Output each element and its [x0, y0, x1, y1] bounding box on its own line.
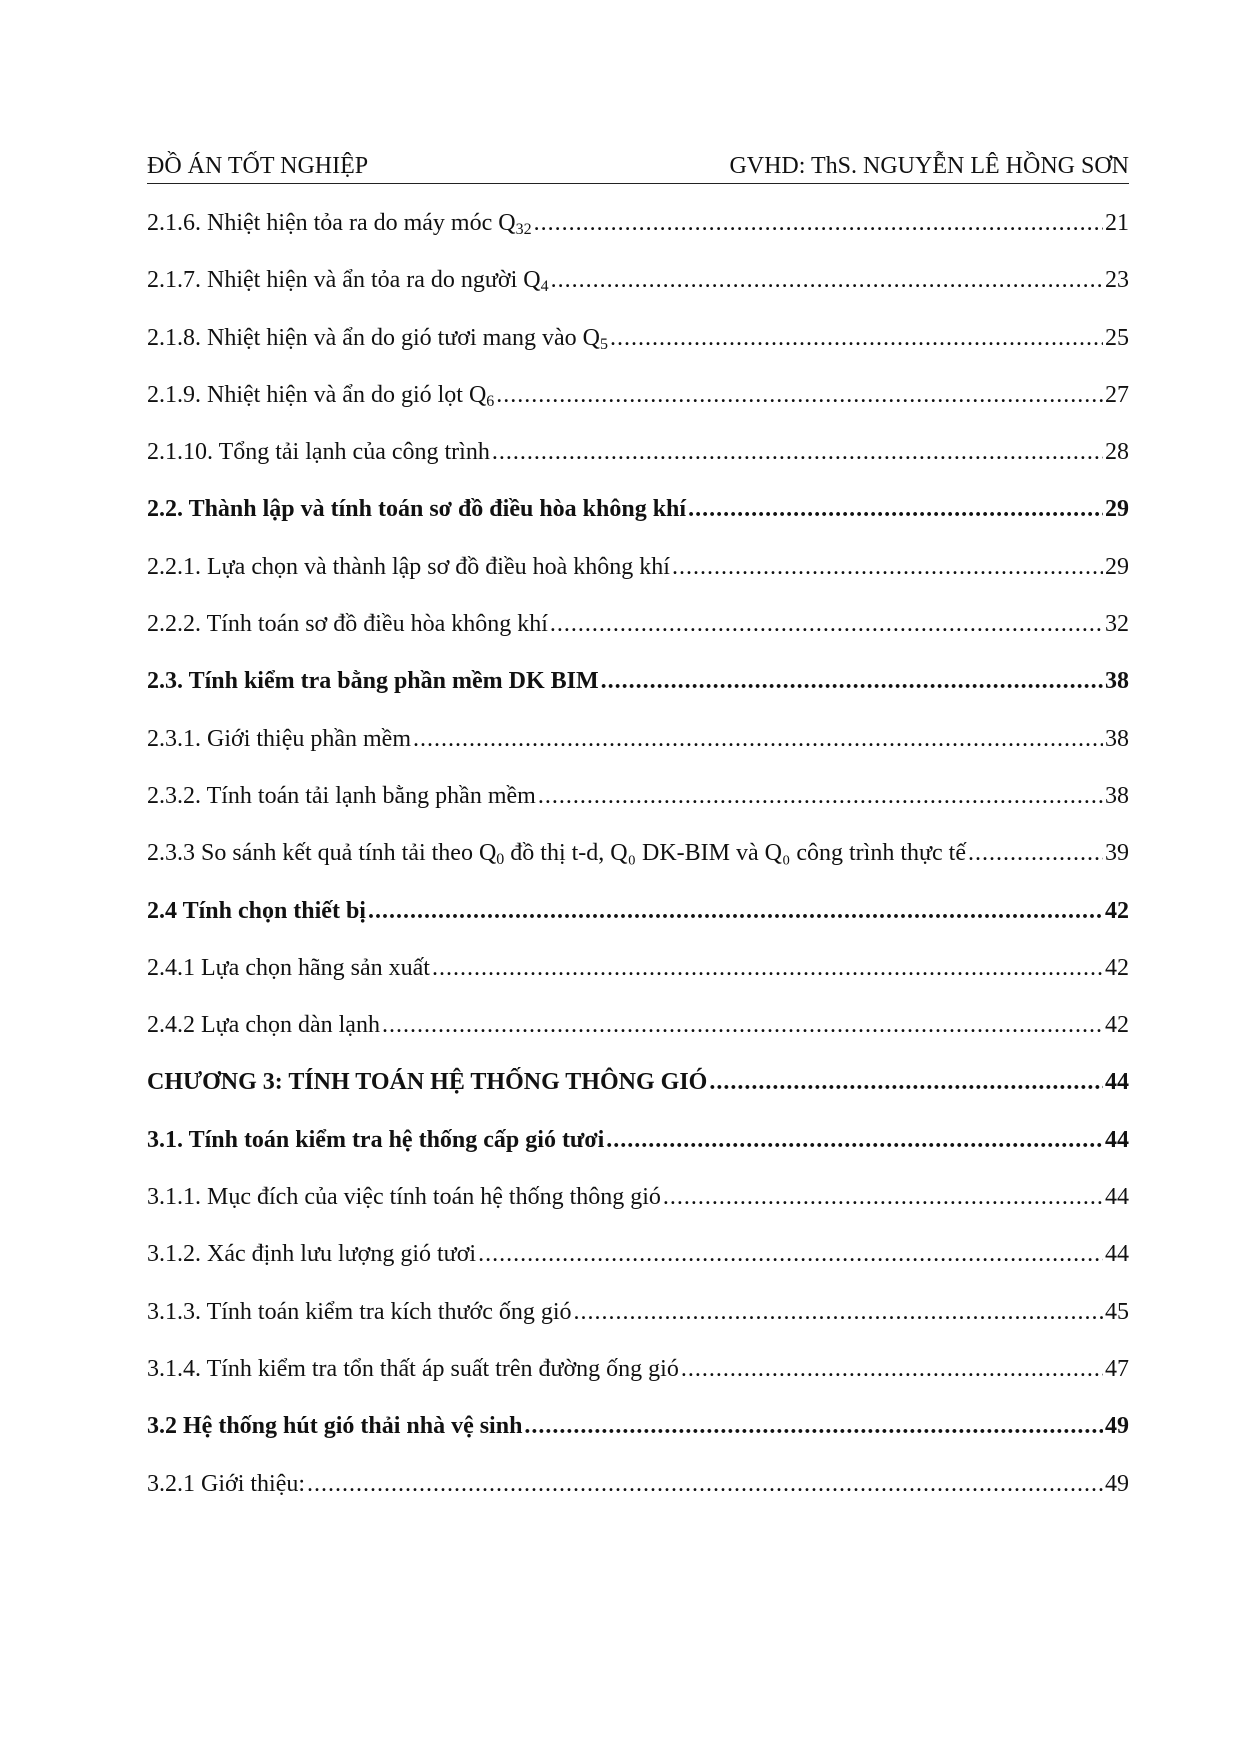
toc-entry-title [147, 316, 608, 360]
toc-entry-page-number: 39 [1105, 840, 1129, 867]
toc-entry-subscript: 0 [496, 851, 505, 869]
toc-entry-title-text: 3.2.1 Giới thiệu: [147, 1470, 306, 1497]
toc-entry[interactable] [147, 545, 1129, 602]
toc-entry-page-number: 49 [1105, 1470, 1129, 1497]
toc-entry-page-number: 38 [1105, 668, 1129, 695]
toc-entry-title-text: 2.2. Thành lập và tính toán sơ đồ điều hòa không khí [147, 496, 687, 523]
toc-entry-title-text: 2.3.2. Tính toán tải lạnh bằng phần mềm [147, 782, 536, 809]
toc-entry-title-text: 2.3.1. Giới thiệu phần mềm [147, 725, 411, 752]
toc-entry[interactable] [147, 316, 1129, 373]
toc-entry-title [147, 1347, 679, 1391]
toc-entry[interactable] [147, 1232, 1129, 1289]
toc-dot-leader [492, 430, 1103, 474]
toc-entry-title [147, 1118, 604, 1162]
toc-entry[interactable] [147, 889, 1129, 946]
toc-dot-leader [574, 1290, 1103, 1334]
toc-entry-title-text: 2.4 Tính chọn thiết bị [147, 897, 366, 924]
toc-entry-subscript: 6 [486, 392, 495, 410]
toc-entry-page-number: 45 [1105, 1298, 1129, 1325]
toc-entry[interactable] [147, 831, 1129, 888]
toc-dot-leader [538, 774, 1103, 818]
toc-entry-title-text: 2.1.7. Nhiệt hiện và ẩn tỏa ra do người Q [147, 267, 541, 294]
toc-dot-leader [478, 1232, 1103, 1276]
toc-dot-leader [550, 602, 1103, 646]
toc-entry-title [147, 258, 549, 302]
toc-entry-subscript: 32 [515, 221, 532, 238]
toc-entry-title-text: 3.1. Tính toán kiểm tra hệ thống cấp gió tươi [147, 1126, 605, 1153]
toc-entry-title-text: 2.1.9. Nhiệt hiện và ẩn do gió lọt Q [147, 381, 487, 408]
toc-entry-title [147, 1290, 572, 1334]
toc-entry-title [147, 1404, 522, 1448]
toc-entry-title [147, 602, 548, 646]
toc-entry-title [147, 373, 494, 417]
toc-dot-leader [606, 1118, 1103, 1162]
toc-entry-title-text: 2.4.2 Lựa chọn dàn lạnh [147, 1012, 380, 1039]
page-header [147, 150, 1129, 180]
toc-entry-page-number: 44 [1105, 1184, 1129, 1211]
toc-entry-title [147, 1232, 476, 1276]
toc-entry[interactable] [147, 1175, 1129, 1232]
toc-entry-title-text: CHƯƠNG 3: TÍNH TOÁN HỆ THỐNG THÔNG GIÓ [147, 1069, 708, 1096]
toc-entry[interactable] [147, 946, 1129, 1003]
toc-entry-page-number: 25 [1105, 324, 1129, 351]
toc-entry-title-text: 2.3. Tính kiểm tra bằng phần mềm DK BIM [147, 668, 599, 695]
toc-entry-title [147, 774, 536, 818]
toc-entry[interactable] [147, 1118, 1129, 1175]
toc-dot-leader [601, 659, 1103, 703]
toc-dot-leader [307, 1462, 1103, 1506]
toc-entry[interactable] [147, 1290, 1129, 1347]
toc-dot-leader [663, 1175, 1103, 1219]
toc-entry[interactable] [147, 1347, 1129, 1404]
toc-dot-leader [688, 487, 1103, 531]
toc-entry-page-number: 49 [1105, 1413, 1129, 1440]
toc-entry[interactable] [147, 1462, 1129, 1519]
toc-entry[interactable] [147, 201, 1129, 258]
toc-dot-leader [551, 258, 1103, 302]
toc-dot-leader [681, 1347, 1103, 1391]
toc-dot-leader [524, 1404, 1103, 1448]
toc-entry[interactable] [147, 1003, 1129, 1060]
toc-dot-leader [709, 1060, 1103, 1104]
toc-dot-leader [413, 717, 1103, 761]
toc-entry-title-text: 2.2.2. Tính toán sơ đồ điều hòa không khí [147, 611, 548, 638]
toc-entry-title-text: 2.3.3 So sánh kết quả tính tải theo Q [147, 840, 497, 867]
toc-entry[interactable] [147, 602, 1129, 659]
header-left-title: ĐỒ ÁN TỐT NGHIỆP [147, 153, 369, 179]
toc-entry-title [147, 1003, 380, 1047]
toc-entry-title [147, 1175, 661, 1219]
toc-entry-title [147, 831, 966, 875]
toc-entry-page-number: 28 [1105, 439, 1129, 466]
toc-entry-title [147, 201, 532, 245]
table-of-contents [147, 201, 1129, 1519]
toc-entry-page-number: 42 [1105, 954, 1129, 981]
header-right-advisor: GVHD: ThS. NGUYỄN LÊ HỒNG SƠN [729, 153, 1129, 179]
toc-entry-page-number: 42 [1105, 897, 1129, 924]
toc-entry-page-number: 44 [1105, 1126, 1129, 1153]
toc-entry-title-text: 2.2.1. Lựa chọn và thành lập sơ đồ điều hoà không khí [147, 553, 670, 580]
toc-entry-page-number: 29 [1105, 496, 1129, 523]
toc-entry-title [147, 487, 686, 531]
toc-entry-page-number: 32 [1105, 611, 1129, 638]
toc-entry-title [147, 889, 366, 933]
toc-dot-leader [672, 545, 1103, 589]
toc-entry-page-number: 38 [1105, 725, 1129, 752]
toc-entry[interactable] [147, 373, 1129, 430]
toc-entry-page-number: 44 [1105, 1069, 1129, 1096]
toc-entry-title-text: 2.4.1 Lựa chọn hãng sản xuất [147, 954, 430, 981]
toc-entry[interactable] [147, 1404, 1129, 1461]
toc-entry-subscript: 5 [599, 335, 608, 353]
toc-dot-leader [610, 316, 1103, 360]
toc-entry[interactable] [147, 487, 1129, 544]
toc-entry-title [147, 717, 411, 761]
toc-entry-page-number: 23 [1105, 267, 1129, 294]
toc-entry-page-number: 42 [1105, 1012, 1129, 1039]
toc-entry-title-text: 2.1.6. Nhiệt hiện tỏa ra do máy móc Q [147, 210, 516, 236]
toc-entry-title-text: 3.1.4. Tính kiểm tra tổn thất áp suất trên đường ống gió [147, 1355, 679, 1382]
toc-entry[interactable] [147, 258, 1129, 315]
toc-entry-title-text: 2.1.8. Nhiệt hiện và ẩn do gió tươi mang vào Q [147, 324, 600, 351]
header-divider [147, 183, 1129, 184]
toc-entry-page-number: 38 [1105, 782, 1129, 809]
toc-entry-title [147, 1060, 707, 1104]
toc-entry-title-text: 2.1.10. Tổng tải lạnh của công trình [147, 439, 490, 466]
toc-dot-leader [368, 889, 1103, 933]
toc-entry-title [147, 1462, 305, 1506]
toc-dot-leader [432, 946, 1103, 990]
toc-dot-leader [534, 201, 1103, 245]
toc-entry[interactable] [147, 430, 1129, 487]
toc-entry[interactable] [147, 659, 1129, 716]
toc-entry-page-number: 21 [1105, 210, 1129, 236]
toc-entry-title [147, 659, 599, 703]
toc-entry-title [147, 545, 670, 589]
toc-entry[interactable] [147, 1060, 1129, 1117]
toc-entry-title-text: 3.1.1. Mục đích của việc tính toán hệ thống thông gió [147, 1184, 661, 1211]
toc-entry-page-number: 44 [1105, 1241, 1129, 1268]
toc-entry-title [147, 430, 490, 474]
toc-dot-leader [968, 831, 1103, 875]
toc-dot-leader [496, 373, 1103, 417]
toc-entry-title-text: 3.1.2. Xác định lưu lượng gió tươi [147, 1241, 477, 1268]
toc-entry-title-text: 3.1.3. Tính toán kiểm tra kích thước ống gió [147, 1298, 572, 1325]
toc-entry-subscript: 4 [540, 278, 549, 296]
toc-entry-title-text: 3.2 Hệ thống hút gió thải nhà vệ sinh [147, 1413, 523, 1440]
toc-entry-page-number: 47 [1105, 1355, 1129, 1382]
toc-entry-page-number: 29 [1105, 553, 1129, 580]
toc-entry[interactable] [147, 774, 1129, 831]
toc-entry[interactable] [147, 717, 1129, 774]
toc-entry-page-number: 27 [1105, 381, 1129, 408]
toc-entry-title-continued: đồ thị t-d, Q₀ DK-BIM và Q₀ công trình thực tế [504, 840, 966, 867]
toc-entry-title [147, 946, 430, 990]
toc-dot-leader [382, 1003, 1103, 1047]
